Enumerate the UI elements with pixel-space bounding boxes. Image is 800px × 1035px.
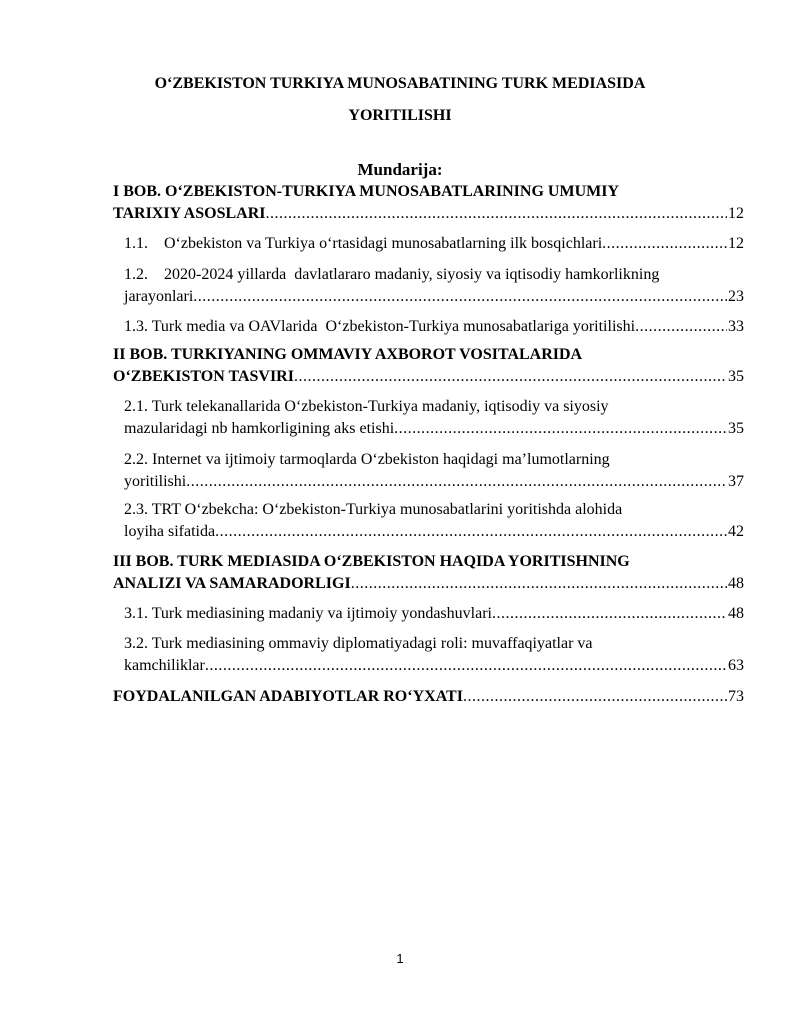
toc-entry-title: TARIXIY ASOSLARI xyxy=(113,205,266,222)
toc-entry-chapter-1[interactable] xyxy=(113,181,744,225)
toc-entry-section-2-3[interactable] xyxy=(124,499,744,543)
toc-entry-section-1-2[interactable] xyxy=(124,264,744,308)
toc-entry-references[interactable] xyxy=(113,686,744,708)
toc-page-number: 12 xyxy=(728,235,744,252)
document-title-line-2: YORITILISHI xyxy=(348,107,452,124)
toc-entry-title: O‘ZBEKISTON TASVIRI xyxy=(113,368,294,385)
toc-entry-chapter-2[interactable] xyxy=(113,344,744,388)
dot-leader xyxy=(463,686,727,708)
toc-entry-section-2-2[interactable] xyxy=(124,449,744,493)
toc-entry-title: mazularidagi nb hamkorligining aks etishi xyxy=(124,420,395,437)
dot-leader xyxy=(602,233,727,255)
toc-entry-line: 2.2. Internet va ijtimoiy tarmoqlarda O‘zbekiston haqidagi ma’lumotlarning xyxy=(124,451,610,468)
dot-leader xyxy=(635,316,727,338)
toc-entry-title: jarayonlari xyxy=(124,288,194,305)
toc-entry-chapter-3[interactable] xyxy=(113,551,744,595)
toc-page-number: 37 xyxy=(728,473,744,490)
toc-page-number: 35 xyxy=(728,368,744,385)
dot-leader xyxy=(351,573,727,595)
toc-entry-title: loyiha sifatida xyxy=(124,523,216,540)
toc-entry-title: FOYDALANILGAN ADABIYOTLAR RO‘YXATI xyxy=(113,688,463,705)
toc-page-number: 12 xyxy=(728,205,744,222)
toc-page-number: 63 xyxy=(728,657,744,674)
toc-entry-title: ANALIZI VA SAMARADORLIGI xyxy=(113,575,351,592)
dot-leader xyxy=(265,203,727,225)
toc-entry-section-3-1[interactable] xyxy=(124,603,744,625)
page-number: 1 xyxy=(396,951,404,966)
dot-leader xyxy=(492,603,727,625)
toc-entry-line: I BOB. O‘ZBEKISTON-TURKIYA MUNOSABATLARINING UMUMIY xyxy=(113,183,619,200)
toc-entry-title: 1.1. O‘zbekiston va Turkiya o‘rtasidagi munosabatlarning ilk bosqichlari xyxy=(124,235,603,252)
toc-entry-line: 3.2. Turk mediasining ommaviy diplomatiyadagi roli: muvaffaqiyatlar va xyxy=(124,635,593,652)
toc-entry-line: II BOB. TURKIYANING OMMAVIY AXBOROT VOSITALARIDA xyxy=(113,346,583,363)
toc-entry-title: 1.3. Turk media va OAVlarida O‘zbekiston-Turkiya munosabatlariga yoritilishi xyxy=(124,318,636,335)
toc-page-number: 48 xyxy=(728,575,744,592)
toc-page-number: 35 xyxy=(728,420,744,437)
toc-entry-title: kamchiliklar xyxy=(124,657,205,674)
toc-page-number: 73 xyxy=(728,688,744,705)
toc-entry-title: 3.1. Turk mediasining madaniy va ijtimoiy yondashuvlari xyxy=(124,605,492,622)
toc-heading: Mundarija: xyxy=(357,160,443,179)
dot-leader xyxy=(215,521,727,543)
toc-entry-section-3-2[interactable] xyxy=(124,633,744,677)
toc-entry-section-2-1[interactable] xyxy=(124,396,744,440)
toc-entry-line: 1.2. 2020-2024 yillarda davlatlararo madaniy, siyosiy va iqtisodiy hamkorlikning xyxy=(124,266,660,283)
toc-entry-line: 2.1. Turk telekanallarida O‘zbekiston-Turkiya madaniy, iqtisodiy va siyosiy xyxy=(124,398,609,415)
toc-page-number: 48 xyxy=(728,605,744,622)
toc-entry-section-1-3[interactable] xyxy=(124,316,744,338)
toc-entry-line: III BOB. TURK MEDIASIDA O‘ZBEKISTON HAQIDA YORITISHNING xyxy=(113,553,630,570)
toc-entry-title: yoritilishi xyxy=(124,473,187,490)
dot-leader xyxy=(186,471,727,493)
dot-leader xyxy=(205,655,727,677)
document-title-line-1: O‘ZBEKISTON TURKIYA MUNOSABATINING TURK MEDIASIDA xyxy=(154,75,646,92)
dot-leader xyxy=(193,286,727,308)
dot-leader xyxy=(294,366,727,388)
toc-entry-line: 2.3. TRT O‘zbekcha: O‘zbekiston-Turkiya munosabatlarini yoritishda alohida xyxy=(124,501,623,518)
toc-page-number: 23 xyxy=(728,288,744,305)
toc-entry-section-1-1[interactable] xyxy=(124,233,744,255)
dot-leader xyxy=(394,418,727,440)
toc-page-number: 42 xyxy=(728,523,744,540)
toc-page-number: 33 xyxy=(728,318,744,335)
